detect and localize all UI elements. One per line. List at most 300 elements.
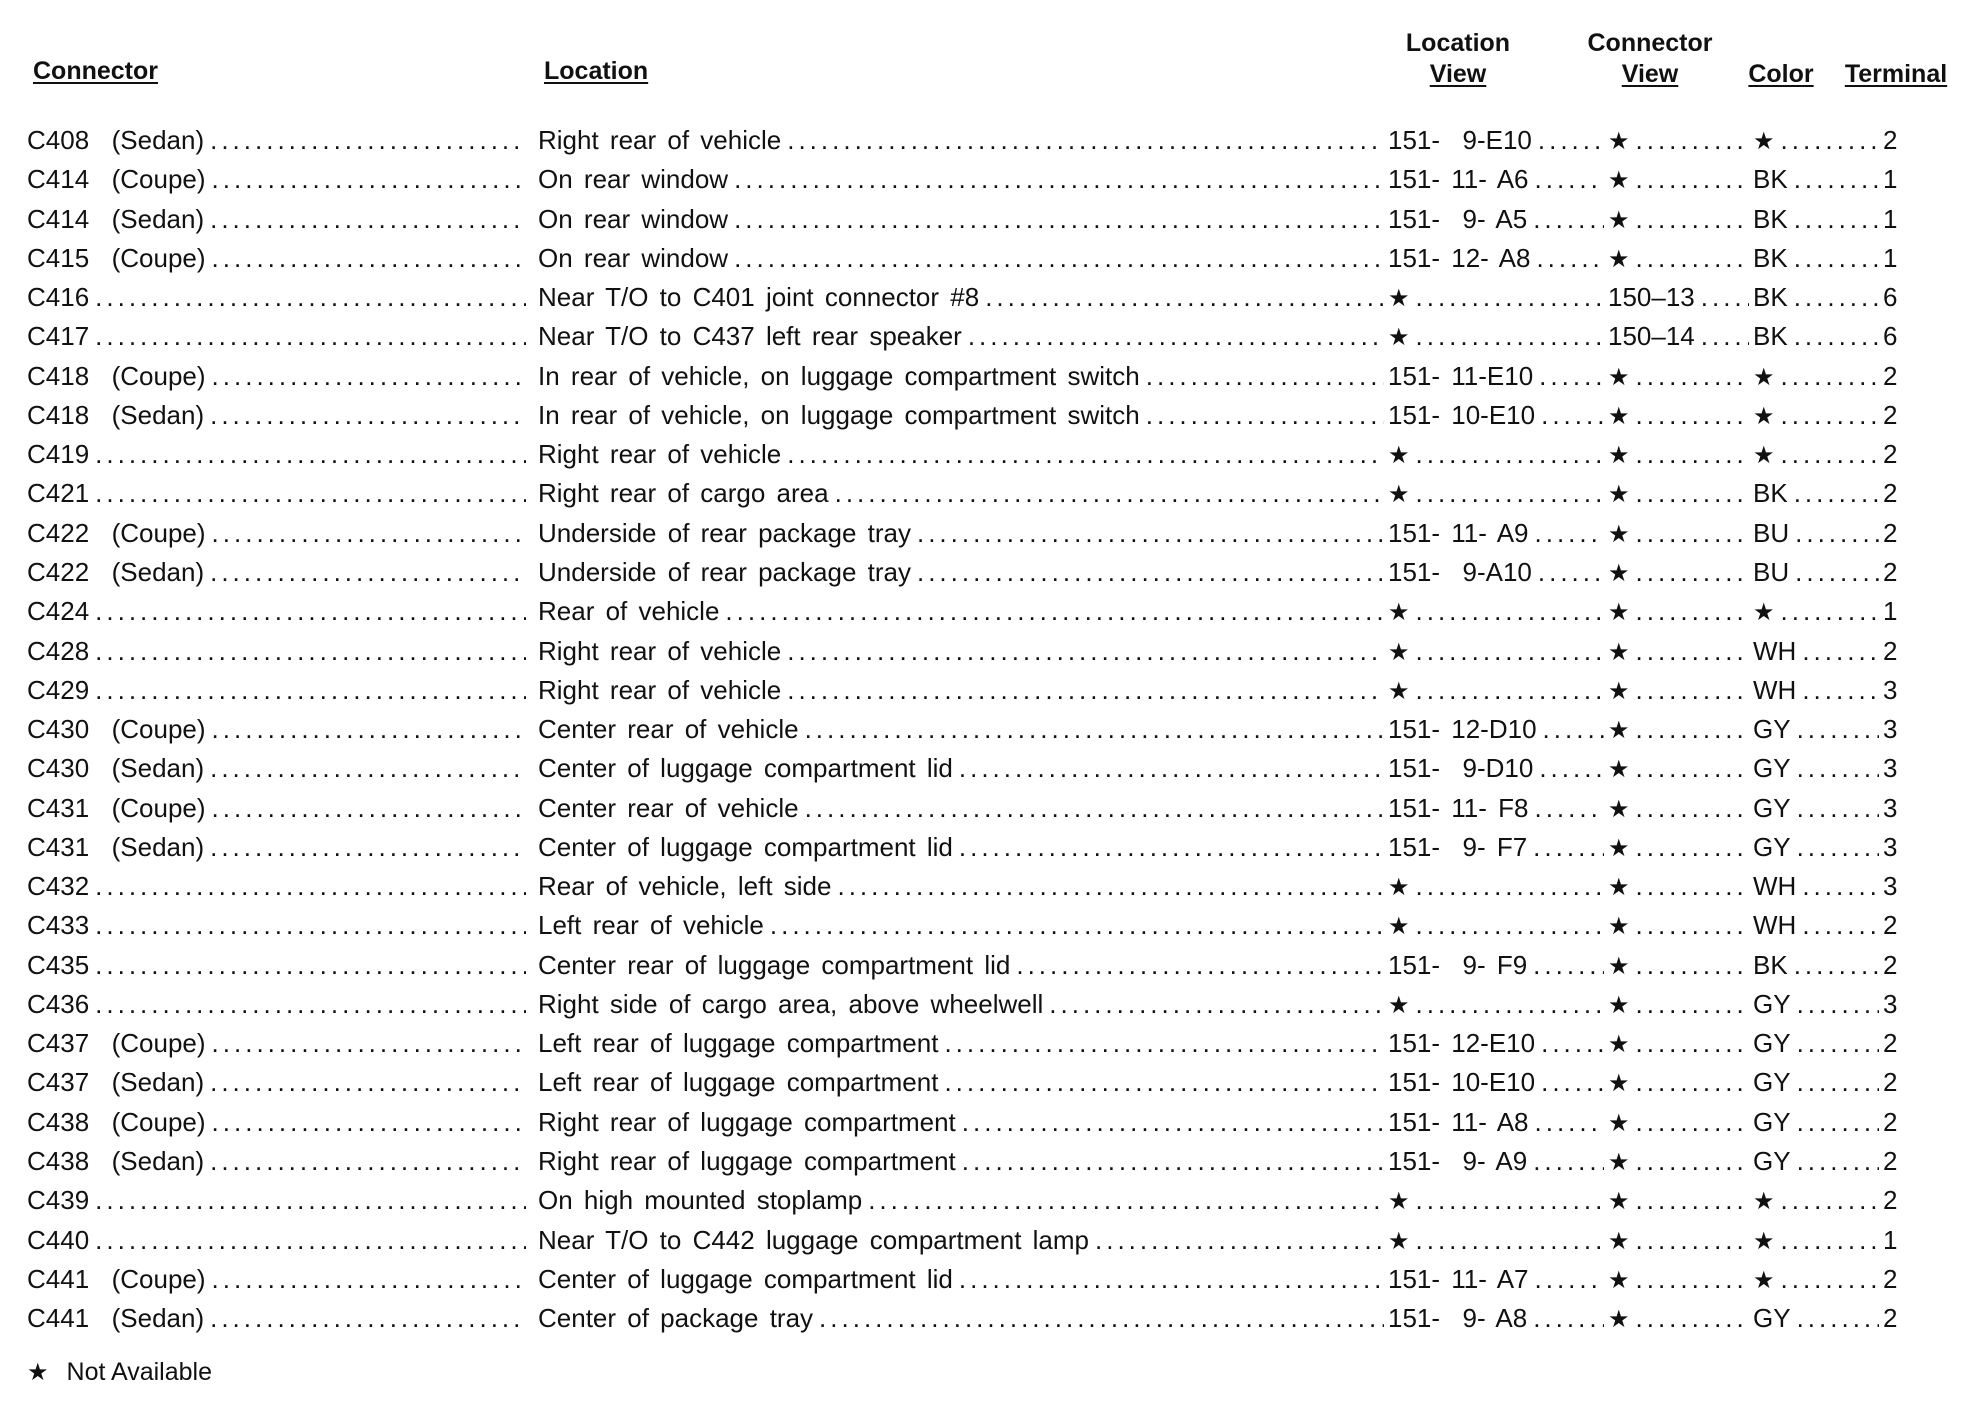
dot-leader	[1636, 357, 1749, 396]
connector-view-cell-text: ★	[1608, 1070, 1630, 1098]
connector-cell-text: C414 (Coupe)	[27, 164, 206, 195]
table-row	[0, 867, 1968, 906]
dot-leader	[1538, 553, 1604, 592]
connector-cell	[27, 1260, 530, 1299]
dot-leader	[1636, 828, 1749, 867]
location-view-cell	[1388, 1103, 1608, 1142]
dot-leader	[1636, 749, 1749, 788]
dot-leader	[1533, 1299, 1604, 1338]
location-cell-text: In rear of vehicle, on luggage compartment switch	[538, 360, 1140, 391]
legend	[27, 1355, 212, 1390]
color-cell	[1753, 906, 1883, 945]
location-view-cell-text: ★	[1388, 677, 1410, 705]
connector-cell	[27, 1181, 530, 1220]
dot-leader	[1781, 121, 1879, 160]
dot-leader	[1797, 985, 1879, 1024]
dot-leader	[1541, 1024, 1604, 1063]
dot-leader	[770, 906, 1384, 945]
dot-leader	[1636, 1221, 1749, 1260]
terminal-cell-text: 2	[1883, 910, 1898, 941]
connector-cell-text: C436	[27, 988, 90, 1019]
table-row	[0, 1181, 1968, 1220]
dot-leader	[1781, 1260, 1879, 1299]
dot-leader	[962, 1142, 1384, 1181]
location-cell	[538, 985, 1388, 1024]
dot-leader	[1416, 985, 1604, 1024]
location-cell-text: Near T/O to C401 joint connector #8	[538, 282, 980, 313]
color-cell	[1753, 867, 1883, 906]
table-row	[0, 553, 1968, 592]
dot-leader	[787, 435, 1384, 474]
dot-leader	[212, 514, 526, 553]
dot-leader	[1095, 1221, 1384, 1260]
location-cell	[538, 200, 1388, 239]
connector-view-cell	[1608, 160, 1753, 199]
connector-cell-text: C418 (Sedan)	[27, 399, 205, 430]
table-row	[0, 749, 1968, 788]
location-cell	[538, 553, 1388, 592]
dot-leader	[1636, 1103, 1749, 1142]
dot-leader	[1636, 906, 1749, 945]
dot-leader	[787, 121, 1384, 160]
connector-cell-text: C432	[27, 871, 90, 902]
header-connector-view-line1: Connector	[1587, 29, 1713, 57]
location-view-cell-text: 151- 10-E10	[1388, 399, 1536, 430]
connector-view-cell-text: ★	[1608, 913, 1630, 941]
connector-cell	[27, 710, 530, 749]
table-row	[0, 200, 1968, 239]
location-view-cell-text: 151- 9-E10	[1388, 125, 1532, 155]
dot-leader	[835, 474, 1384, 513]
dot-leader	[1701, 278, 1749, 317]
color-cell-text: GY	[1753, 1146, 1791, 1177]
color-cell	[1753, 121, 1883, 160]
location-view-cell-text: 151- 9- A8	[1388, 1303, 1528, 1334]
dot-leader	[212, 789, 526, 828]
dot-leader	[1533, 200, 1604, 239]
dot-leader	[959, 1260, 1384, 1299]
color-cell	[1753, 396, 1883, 435]
terminal-cell-text: 2	[1883, 125, 1898, 155]
connector-cell	[27, 435, 530, 474]
dot-leader	[1535, 1260, 1604, 1299]
dot-leader	[1539, 749, 1604, 788]
location-cell	[538, 435, 1388, 474]
connector-cell-text: C428	[27, 635, 90, 666]
location-view-cell	[1388, 357, 1608, 396]
location-cell-text: Center of luggage compartment lid	[538, 1263, 953, 1294]
table-row	[0, 632, 1968, 671]
connector-view-cell	[1608, 632, 1753, 671]
connector-view-cell	[1608, 200, 1753, 239]
dot-leader	[1416, 435, 1604, 474]
dot-leader	[1146, 396, 1384, 435]
location-view-cell-text: 151- 11- A6	[1388, 164, 1529, 195]
location-view-cell	[1388, 710, 1608, 749]
dot-leader	[1794, 160, 1879, 199]
connector-cell-text: C438 (Sedan)	[27, 1146, 205, 1177]
terminal-cell	[1883, 1103, 1923, 1142]
color-cell-text: ★	[1753, 128, 1775, 155]
dot-leader	[1636, 1260, 1749, 1299]
location-cell-text: Center rear of vehicle	[538, 714, 799, 745]
table-row	[0, 317, 1968, 356]
terminal-cell-text: 2	[1883, 360, 1898, 391]
location-cell	[538, 710, 1388, 749]
dot-leader	[1533, 828, 1604, 867]
dot-leader	[805, 789, 1384, 828]
dot-leader	[1636, 592, 1749, 631]
connector-view-cell-text: ★	[1608, 1306, 1630, 1334]
dot-leader	[1797, 1063, 1879, 1102]
location-cell-text: Right rear of cargo area	[538, 478, 829, 509]
connector-view-cell-text: ★	[1608, 1227, 1630, 1255]
location-view-cell	[1388, 553, 1608, 592]
connector-view-cell-text: ★	[1608, 520, 1630, 548]
terminal-cell-text: 2	[1883, 439, 1898, 470]
location-view-cell-text: ★	[1388, 599, 1410, 627]
dot-leader	[868, 1181, 1384, 1220]
dot-leader	[944, 1063, 1384, 1102]
location-view-cell-text: ★	[1388, 324, 1410, 352]
terminal-cell	[1883, 985, 1923, 1024]
connector-cell	[27, 828, 530, 867]
connector-view-cell	[1608, 317, 1753, 356]
terminal-cell	[1883, 1063, 1923, 1102]
color-cell	[1753, 553, 1883, 592]
connector-view-cell-text: ★	[1608, 363, 1630, 391]
dot-leader	[1636, 867, 1749, 906]
dot-leader	[1636, 1024, 1749, 1063]
terminal-cell-text: 3	[1883, 674, 1898, 705]
dot-leader	[95, 278, 526, 317]
connector-cell-text: C431 (Sedan)	[27, 831, 205, 862]
table-row	[0, 357, 1968, 396]
connector-cell	[27, 317, 530, 356]
dot-leader	[95, 435, 526, 474]
dot-leader	[968, 317, 1384, 356]
terminal-cell	[1883, 1181, 1923, 1220]
dot-leader	[1636, 946, 1749, 985]
dot-leader	[1146, 357, 1384, 396]
location-cell-text: On high mounted stoplamp	[538, 1185, 863, 1216]
terminal-cell-text: 3	[1883, 871, 1898, 902]
color-cell	[1753, 1221, 1883, 1260]
location-view-cell	[1388, 278, 1608, 317]
connector-cell-text: C422 (Sedan)	[27, 556, 205, 587]
connector-cell	[27, 1024, 530, 1063]
dot-leader	[1636, 514, 1749, 553]
location-view-cell	[1388, 671, 1608, 710]
table-row	[0, 592, 1968, 631]
color-cell-text: WH	[1753, 635, 1797, 666]
color-cell-text: BK	[1753, 282, 1788, 313]
connector-view-cell-text: ★	[1608, 481, 1630, 509]
terminal-cell	[1883, 1142, 1923, 1181]
location-view-cell-text: 151- 9-D10	[1388, 753, 1534, 784]
dot-leader	[212, 1024, 526, 1063]
dot-leader	[734, 160, 1384, 199]
color-cell-text: ★	[1753, 1188, 1775, 1216]
dot-leader	[1794, 239, 1879, 278]
dot-leader	[212, 357, 526, 396]
dot-leader	[95, 867, 526, 906]
connector-cell-text: C433	[27, 910, 90, 941]
terminal-cell-text: 1	[1883, 1224, 1898, 1255]
dot-leader	[95, 632, 526, 671]
dot-leader	[1535, 1103, 1604, 1142]
connector-view-cell-text: ★	[1608, 991, 1630, 1019]
dot-leader	[1534, 789, 1604, 828]
location-view-cell	[1388, 1063, 1608, 1102]
location-view-cell-text: 151- 12-D10	[1388, 714, 1537, 745]
terminal-cell	[1883, 553, 1923, 592]
terminal-cell	[1883, 632, 1923, 671]
location-cell	[538, 749, 1388, 788]
location-view-cell-text: 151- 9- A5	[1388, 203, 1528, 234]
header-location-view-line2: View	[1429, 60, 1487, 88]
dot-leader	[1636, 239, 1749, 278]
terminal-cell-text: 2	[1883, 1146, 1898, 1177]
location-view-cell-text: ★	[1388, 481, 1410, 509]
location-view-cell-text: ★	[1388, 874, 1410, 902]
location-view-cell	[1388, 1181, 1608, 1220]
dot-leader	[1541, 396, 1604, 435]
connector-cell	[27, 278, 530, 317]
table-row	[0, 906, 1968, 945]
color-cell	[1753, 1103, 1883, 1142]
header-color-label: Color	[1748, 60, 1814, 88]
terminal-cell-text: 2	[1883, 1067, 1898, 1098]
location-cell-text: Center rear of vehicle	[538, 792, 799, 823]
location-view-cell	[1388, 1142, 1608, 1181]
dot-leader	[95, 474, 526, 513]
terminal-cell-text: 3	[1883, 753, 1898, 784]
color-cell	[1753, 632, 1883, 671]
dot-leader	[1802, 671, 1879, 710]
dot-leader	[1416, 1221, 1604, 1260]
connector-view-cell	[1608, 357, 1753, 396]
connector-cell	[27, 1103, 530, 1142]
location-cell-text: On rear window	[538, 164, 729, 195]
connector-view-cell	[1608, 710, 1753, 749]
location-view-cell	[1388, 1024, 1608, 1063]
dot-leader	[1636, 671, 1749, 710]
dot-leader	[210, 396, 526, 435]
terminal-cell	[1883, 867, 1923, 906]
location-view-cell	[1388, 828, 1608, 867]
location-cell-text: Center rear of luggage compartment lid	[538, 949, 1011, 980]
connector-view-cell-text: ★	[1608, 834, 1630, 862]
connector-view-cell-text: ★	[1608, 442, 1630, 470]
header-location-view	[1388, 28, 1528, 90]
color-cell	[1753, 946, 1883, 985]
location-view-cell-text: 151- 9- F7	[1388, 831, 1528, 862]
connector-cell	[27, 985, 530, 1024]
connector-cell-text: C419	[27, 439, 90, 470]
color-cell	[1753, 710, 1883, 749]
table-row	[0, 239, 1968, 278]
connector-cell	[27, 474, 530, 513]
location-cell	[538, 278, 1388, 317]
location-cell-text: Underside of rear package tray	[538, 517, 911, 548]
location-cell	[538, 1221, 1388, 1260]
connector-cell-text: C430 (Sedan)	[27, 753, 205, 784]
color-cell-text: GY	[1753, 753, 1791, 784]
terminal-cell	[1883, 317, 1923, 356]
dot-leader	[1781, 357, 1879, 396]
dot-leader	[210, 1142, 526, 1181]
connector-view-cell-text: ★	[1608, 128, 1630, 155]
dot-leader	[95, 906, 526, 945]
connector-cell-text: C441 (Coupe)	[27, 1263, 206, 1294]
terminal-cell-text: 3	[1883, 792, 1898, 823]
connector-view-cell	[1608, 671, 1753, 710]
connector-cell-text: C437 (Sedan)	[27, 1067, 205, 1098]
connector-view-cell	[1608, 121, 1753, 160]
connector-view-cell	[1608, 946, 1753, 985]
dot-leader	[1533, 1142, 1604, 1181]
table-row	[0, 1142, 1968, 1181]
terminal-cell	[1883, 396, 1923, 435]
dot-leader	[1797, 828, 1879, 867]
location-view-cell	[1388, 946, 1608, 985]
color-cell-text: GY	[1753, 988, 1791, 1019]
location-cell-text: Center of luggage compartment lid	[538, 753, 953, 784]
connector-cell	[27, 671, 530, 710]
connector-view-cell-text: ★	[1608, 952, 1630, 980]
dot-leader	[95, 946, 526, 985]
location-cell	[538, 1142, 1388, 1181]
connector-view-cell	[1608, 239, 1753, 278]
terminal-cell-text: 2	[1883, 1185, 1898, 1216]
dot-leader	[1416, 278, 1604, 317]
connector-cell-text: C417	[27, 321, 90, 352]
connector-view-cell-text: ★	[1608, 874, 1630, 902]
dot-leader	[1416, 632, 1604, 671]
location-cell-text: Right rear of luggage compartment	[538, 1146, 956, 1177]
dot-leader	[1797, 1142, 1879, 1181]
location-cell	[538, 514, 1388, 553]
connector-cell	[27, 396, 530, 435]
terminal-cell	[1883, 749, 1923, 788]
connector-cell-text: C422 (Coupe)	[27, 517, 206, 548]
star-icon: ★	[27, 1359, 49, 1386]
terminal-cell	[1883, 1024, 1923, 1063]
terminal-cell	[1883, 160, 1923, 199]
connector-view-cell-text: ★	[1608, 1109, 1630, 1137]
connector-cell-text: C438 (Coupe)	[27, 1106, 206, 1137]
dot-leader	[1795, 514, 1879, 553]
location-view-cell-text: ★	[1388, 442, 1410, 470]
location-cell-text: Right side of cargo area, above wheelwell	[538, 988, 1044, 1019]
location-view-cell	[1388, 1299, 1608, 1338]
location-view-cell-text: ★	[1388, 991, 1410, 1019]
terminal-cell	[1883, 1221, 1923, 1260]
terminal-cell-text: 2	[1883, 635, 1898, 666]
header-connector	[33, 56, 158, 87]
dot-leader	[1049, 985, 1384, 1024]
dot-leader	[819, 1299, 1384, 1338]
dot-leader	[1797, 710, 1879, 749]
location-view-cell	[1388, 1221, 1608, 1260]
dot-leader	[95, 317, 526, 356]
color-cell	[1753, 789, 1883, 828]
terminal-cell	[1883, 828, 1923, 867]
color-cell-text: GY	[1753, 714, 1791, 745]
location-cell	[538, 789, 1388, 828]
terminal-cell-text: 1	[1883, 203, 1898, 234]
dot-leader	[1636, 632, 1749, 671]
dot-leader	[1795, 553, 1879, 592]
connector-view-cell-text: ★	[1608, 599, 1630, 627]
color-cell-text: ★	[1753, 402, 1775, 430]
table-row	[0, 396, 1968, 435]
connector-cell-text: C440	[27, 1224, 90, 1255]
color-cell-text: BK	[1753, 242, 1788, 273]
dot-leader	[95, 1221, 526, 1260]
terminal-cell	[1883, 671, 1923, 710]
location-view-cell-text: 151- 12- A8	[1388, 242, 1531, 273]
dot-leader	[1797, 1299, 1879, 1338]
color-cell	[1753, 1142, 1883, 1181]
color-cell	[1753, 160, 1883, 199]
location-cell	[538, 1103, 1388, 1142]
terminal-cell	[1883, 789, 1923, 828]
table-row	[0, 121, 1968, 160]
connector-cell-text: C441 (Sedan)	[27, 1303, 205, 1334]
dot-leader	[95, 1181, 526, 1220]
dot-leader	[1636, 121, 1749, 160]
location-cell	[538, 160, 1388, 199]
dot-leader	[1636, 789, 1749, 828]
connector-cell-text: C418 (Coupe)	[27, 360, 206, 391]
terminal-cell-text: 2	[1883, 556, 1898, 587]
connector-view-cell-text: ★	[1608, 559, 1630, 587]
location-view-cell-text: ★	[1388, 1227, 1410, 1255]
dot-leader	[959, 749, 1384, 788]
dot-leader	[1797, 789, 1879, 828]
connector-view-cell	[1608, 867, 1753, 906]
table-row	[0, 474, 1968, 513]
table-row	[0, 278, 1968, 317]
location-view-cell-text: 151- 11- A9	[1388, 517, 1529, 548]
connector-cell	[27, 357, 530, 396]
terminal-cell-text: 6	[1883, 321, 1898, 352]
connector-view-cell-text: 150–14	[1608, 321, 1695, 352]
header-location-view-line1: Location	[1405, 29, 1511, 57]
location-cell	[538, 1063, 1388, 1102]
terminal-cell	[1883, 946, 1923, 985]
connector-cell	[27, 553, 530, 592]
location-view-cell	[1388, 160, 1608, 199]
location-cell-text: Right rear of vehicle	[538, 439, 782, 470]
dot-leader	[210, 121, 526, 160]
connector-cell	[27, 514, 530, 553]
dot-leader	[95, 592, 526, 631]
location-cell	[538, 1024, 1388, 1063]
dot-leader	[1416, 867, 1604, 906]
location-view-cell	[1388, 435, 1608, 474]
location-cell	[538, 867, 1388, 906]
dot-leader	[1636, 710, 1749, 749]
dot-leader	[1533, 946, 1604, 985]
dot-leader	[1797, 749, 1879, 788]
connector-cell	[27, 1299, 530, 1338]
connector-cell-text: C424	[27, 596, 90, 627]
location-cell-text: Right rear of luggage compartment	[538, 1106, 956, 1137]
location-cell-text: Left rear of vehicle	[538, 910, 764, 941]
